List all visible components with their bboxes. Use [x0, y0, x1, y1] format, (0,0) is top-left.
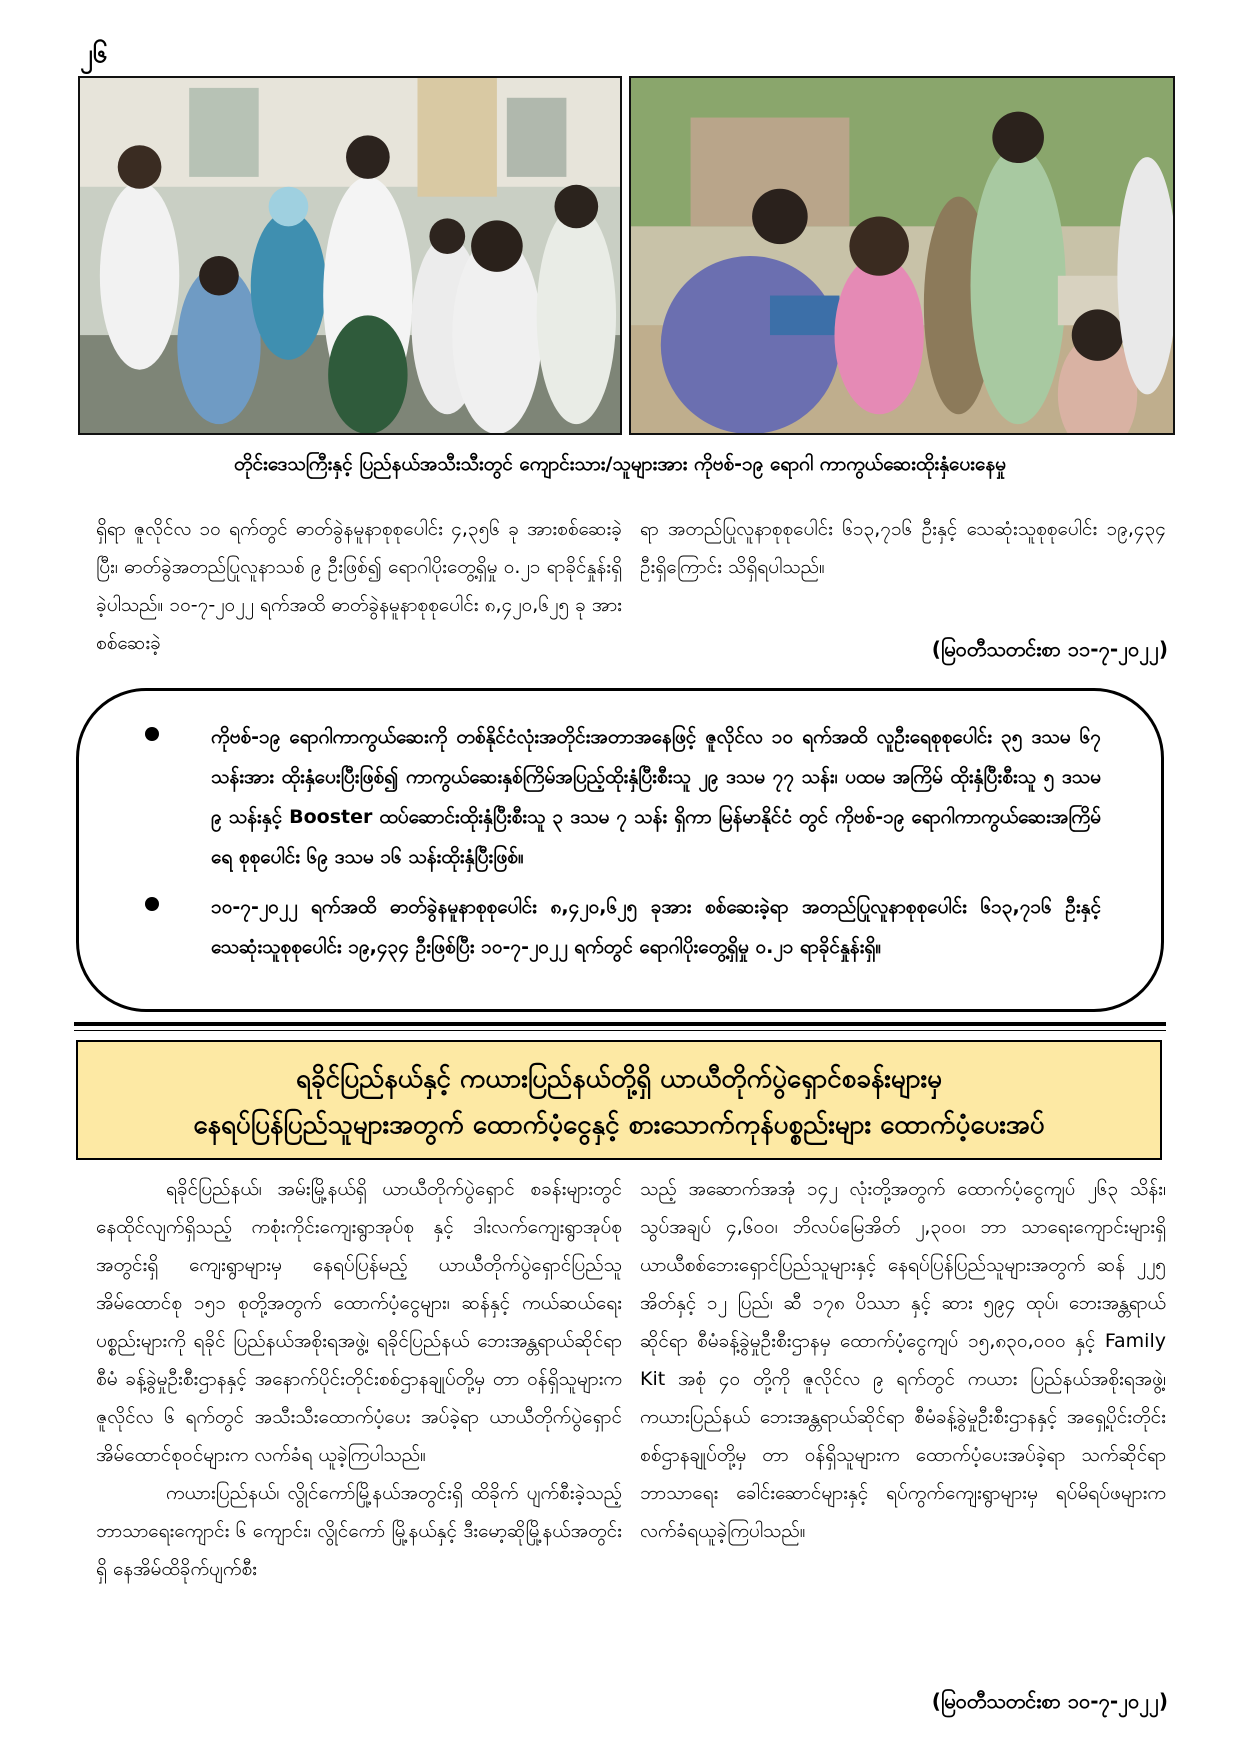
- article1-column-left: [96, 510, 622, 662]
- summary-item: [145, 887, 1101, 967]
- summary-box: [76, 688, 1164, 1012]
- summary-item-text: ၁၀-၇-၂၀၂၂ ရက်အထိ ဓာတ်ခွဲနမူနာစုစုပေါင်း ၈,၄၂၀,၆၂၅ ခုအား စစ်ဆေးခဲ့ရာ အတည်ပြုလူနာစုစုပေါင်း ၆၁၃,၇၁၆ ဦးနှင့် သေဆုံးသူစုစုပေါင်း ၁၉,၄၃၄ ဦးဖြစ်ပြီး ၁၀-၇-၂၀၂၂ ရက်တွင် ရောဂါပိုးတွေ့ရှိမှု ၀.၂၁ ရာခိုင်နှုန်းရှိ။: [211, 896, 1101, 958]
- paragraph: ရှိရာ ဇူလိုင်လ ၁၀ ရက်တွင် ဓာတ်ခွဲနမူနာစုစုပေါင်း ၄,၃၅၆ ခု အားစစ်ဆေးခဲ့ပြီး၊ ဓာတ်ခွဲအတည်ပြုလူနာသစ် ၉ ဦးဖြစ်၍ ရောဂါပိုးတွေ့ရှိမှု ၀.၂၁ ရာခိုင်နှုန်းရှိခဲ့ပါသည်။ ၁၀-၇-၂၀၂၂ ရက်အထိ ဓာတ်ခွဲနမူနာစုစုပေါင်း ၈,၄၂၀,၆၂၅ ခု အားစစ်ဆေးခဲ့: [96, 518, 622, 654]
- photo-illustration: [80, 78, 620, 433]
- bullet-icon: [145, 727, 159, 741]
- article2-column-right: [640, 1170, 1166, 1550]
- paragraph: သည့် အဆောက်အအုံ ၁၄၂ လုံးတို့အတွက် ထောက်ပံ့ငွေကျပ် ၂၆၃ သိန်း၊ သွပ်အချပ် ၄,၆၀၀၊ ဘိလပ်မြေအိတ် ၂,၃၀၀၊ ဘာ သာရေးကျောင်းများရှိ ယာယီစစ်ဘေးရှောင်ပြည်သူများနှင့် နေရပ်ပြန်ပြည်သူများအတွက် ဆန် ၂၂၅ အိတ်နှင့် ၁၂ ပြည်၊ ဆီ ၁၇၈ ပိဿာ နှင့် ဆား ၅၉၄ ထုပ်၊ ဘေးအန္တရာယ်ဆိုင်ရာ စီမံခန့်ခွဲမှုဦးစီးဌာနမှ ထောက်ပံ့ငွေကျပ် ၁၅,၈၃၀,၀၀၀ နှင့် Family Kit အစုံ ၄၀ တို့ကို ဇူလိုင်လ ၉ ရက်တွင် ကယား ပြည်နယ်အစိုးရအဖွဲ့၊ ကယားပြည်နယ် ဘေးအန္တရာယ်ဆိုင်ရာ စီမံခန့်ခွဲမှုဦးစီးဌာနနှင့် အရှေ့ပိုင်းတိုင်းစစ်ဌာနချုပ်တို့မှ တာ ဝန်ရှိသူများက ထောက်ပံ့ပေးအပ်ခဲ့ရာ သက်ဆိုင်ရာဘာသာရေး ခေါင်းဆောင်များနှင့် ရပ်ကွက်ကျေးရွာများမှ ရပ်မိရပ်ဖများက လက်ခံရယူခဲ့ကြပါသည်။: [640, 1178, 1166, 1542]
- headline-line: နေရပ်ပြန်ပြည်သူများအတွက် ထောက်ပံ့ငွေနှင့် စားသောက်ကုန်ပစ္စည်းများ ထောက်ပံ့ပေးအပ်: [193, 1110, 1045, 1140]
- article1-column-right: [640, 510, 1166, 586]
- photo-illustration: [631, 78, 1173, 433]
- summary-item: [145, 717, 1101, 877]
- section-divider: [74, 1022, 1166, 1026]
- article2-headline: [76, 1040, 1162, 1160]
- paragraph: ကယားပြည်နယ်၊ လွိုင်ကော်မြို့နယ်အတွင်းရှိ ထိခိုက် ပျက်စီးခဲ့သည့် ဘာသာရေးကျောင်း ၆ ကျောင်း၊ လွိုင်ကော် မြို့နယ်နှင့် ဒီးမော့ဆိုမြို့နယ်အတွင်းရှိ နေအိမ်ထိခိုက်ပျက်စီး: [96, 1482, 622, 1580]
- paragraph: ရခိုင်ပြည်နယ်၊ အမ်းမြို့နယ်ရှိ ယာယီတိုက်ပွဲရှောင် စခန်းများတွင် နေထိုင်လျက်ရှိသည့် ကစုံးကိုင်းကျေးရွာအုပ်စု နှင့် ဒါးလက်ကျေးရွာအုပ်စုအတွင်းရှိ ကျေးရွာများမှ နေရပ်ပြန်မည့် ယာယီတိုက်ပွဲရှောင်ပြည်သူ အိမ်ထောင်စု ၁၅၁ စုတို့အတွက် ထောက်ပံ့ငွေများ၊ ဆန်နှင့် ကယ်ဆယ်ရေးပစ္စည်းများကို ရခိုင် ပြည်နယ်အစိုးရအဖွဲ့၊ ရခိုင်ပြည်နယ် ဘေးအန္တရာယ်ဆိုင်ရာစီမံ ခန့်ခွဲမှုဦးစီးဌာနနှင့် အနောက်ပိုင်းတိုင်းစစ်ဌာနချုပ်တို့မှ တာ ဝန်ရှိသူများက ဇူလိုင်လ ၆ ရက်တွင် အသီးသီးထောက်ပံ့ပေး အပ်ခဲ့ရာ ယာယီတိုက်ပွဲရှောင် အိမ်ထောင်စုဝင်များက လက်ခံရ ယူခဲ့ကြပါသည်။: [96, 1178, 622, 1466]
- paragraph: ရာ အတည်ပြုလူနာစုစုပေါင်း ၆၁၃,၇၁၆ ဦးနှင့် သေဆုံးသူစုစုပေါင်း ၁၉,၄၃၄ ဦးရှိကြောင်း သိရှိရပါသည်။: [640, 518, 1166, 578]
- vaccination-school-photo: [78, 76, 622, 435]
- bullet-icon: [145, 897, 159, 911]
- section-divider: [74, 1030, 1166, 1031]
- photo-caption: တိုင်းဒေသကြီးနှင့် ပြည်နယ်အသီးသီးတွင် ကျောင်းသား/သူများအား ကိုဗစ်-၁၉ ရောဂါ ကာကွယ်ဆေးထိုးနှံပေးနေမှု: [233, 453, 1007, 475]
- summary-item-text: ကိုဗစ်-၁၉ ရောဂါကာကွယ်ဆေးကို တစ်နိုင်ငံလုံးအတိုင်းအတာအနေဖြင့် ဇူလိုင်လ ၁၀ ရက်အထိ လူဦးရေစုစုပေါင်း ၃၅ ဒသမ ၆၇ သန်းအား ထိုးနှံပေးပြီးဖြစ်၍ ကာကွယ်ဆေးနှစ်ကြိမ်အပြည့်ထိုးနှံပြီးစီးသူ ၂၉ ဒသမ ၇၇ သန်း၊ ပထမ အကြိမ် ထိုးနှံပြီးစီးသူ ၅ ဒသမ ၉ သန်းနှင့် Booster ထပ်ဆောင်းထိုးနှံပြီးစီးသူ ၃ ဒသမ ၇ သန်း ရှိကာ မြန်မာနိုင်ငံ တွင် ကိုဗစ်-၁၉ ရောဂါကာကွယ်ဆေးအကြိမ်ရေ စုစုပေါင်း ၆၉ ဒသမ ၁၆ သန်းထိုးနှံပြီးဖြစ်။: [211, 726, 1101, 868]
- article2-column-left: [96, 1170, 622, 1588]
- headline-line: ရခိုင်ပြည်နယ်နှင့် ကယားပြည်နယ်တို့ရှိ ယာယီတိုက်ပွဲရှောင်စခန်းများမှ: [295, 1064, 943, 1094]
- vaccination-outdoor-photo: [629, 76, 1175, 435]
- page-number: ၂၆: [80, 39, 108, 69]
- article2-source: (မြဝတီသတင်းစာ ၁၀-၇-၂၀၂၂): [931, 1689, 1168, 1713]
- article1-source: (မြဝတီသတင်းစာ ၁၁-၇-၂၀၂၂): [931, 637, 1168, 661]
